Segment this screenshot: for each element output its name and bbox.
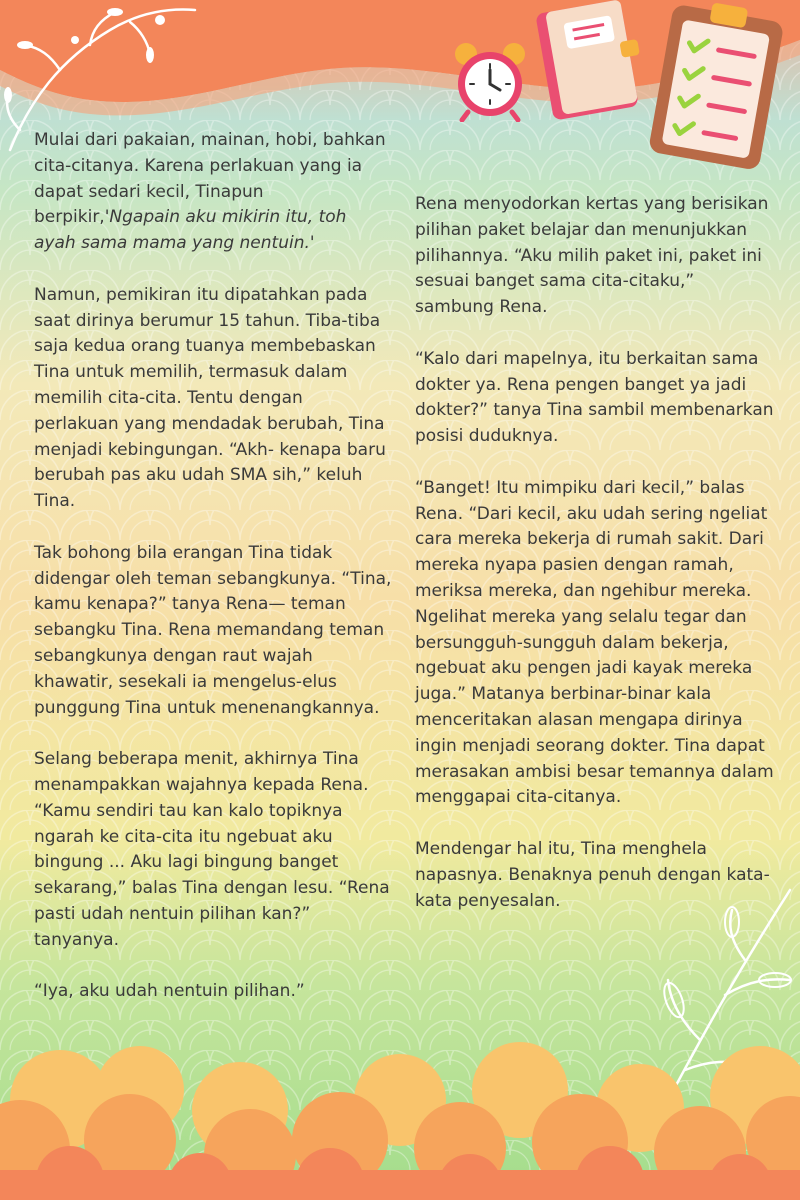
- checklist-icon: [640, 0, 790, 175]
- alarm-clock-icon: [448, 38, 532, 122]
- paragraph-4: Selang beberapa menit, akhirnya Tina menampakkan wajahnya kepada Rena. “Kamu sendiri tau kan kalo topiknya ngarah ke cita-cita itu ngebuat aku bingung ... Aku lagi bingung banget sekarang,” balas Tina dengan lesu. “Rena pasti udah nentuin pilihan kan?” tanyanya.: [34, 749, 390, 950]
- paragraph-8: “Banget! Itu mimpiku dari kecil,” balas Rena. “Dari kecil, aku udah sering ngeliat cara mereka bekerja di rumah sakit. Dari mereka nyapa pasien dengan ramah, meriksa mereka, dan ngehibur mereka. Ngelihat mereka yang selalu tegar dan bersungguh-sungguh dalam bekerja, ngebuat aku pengen jadi kayak mereka juga.” Matanya berbinar-binar kala menceritakan alasan mengapa dirinya ingin menjadi seorang dokter. Tina dapat merasakan ambisi besar temannya dalam menggapai cita-citanya.: [415, 477, 774, 808]
- paragraph-6: Rena menyodorkan kertas yang berisikan pilihan paket belajar dan menunjukkan pilihannya. “Aku milih paket ini, paket ini sesuai banget sama cita-citaku,” sambung Rena.: [415, 194, 769, 318]
- paragraph-5: “Iya, aku udah nentuin pilihan.”: [34, 981, 305, 1002]
- left-text-column: [34, 128, 392, 1031]
- paragraph-7: “Kalo dari mapelnya, itu berkaitan sama dokter ya. Rena pengen banget ya jadi dokter?” tanya Tina sambil membenarkan posisi duduknya.: [415, 348, 774, 447]
- paragraph-1: [34, 128, 392, 257]
- paragraph-9: Mendengar hal itu, Tina menghela napasnya. Benaknya penuh dengan kata-kata penyesalan.: [415, 838, 770, 911]
- footer-clouds: [0, 1030, 800, 1200]
- paragraph-2: Namun, pemikiran itu dipatahkan pada saat dirinya berumur 15 tahun. Tiba-tiba saja kedua orang tuanya membebaskan Tina untuk memilih, termasuk dalam memilih cita-cita. Tentu dengan perlakuan yang mendadak berubah, Tina menjadi kebingungan. “Akh- kenapa baru berubah pas aku udah SMA sih,” keluh Tina.: [34, 284, 386, 512]
- paragraph-3: Tak bohong bila erangan Tina tidak didengar oleh teman sebangkunya. “Tina, kamu kenapa?” tanya Rena— teman sebangku Tina. Rena memandang teman sebangkunya dengan raut wajah khawatir, sesekali ia mengelus-elus punggung Tina untuk menenangkannya.: [34, 542, 392, 718]
- right-text-column: [415, 192, 777, 940]
- paragraph-1-text: Mulai dari pakaian, mainan, hobi, bahkan cita-citanya. Karena perlakuan yang ia dapat sedari kecil, Tinapun berpikir,: [34, 130, 386, 228]
- paragraph-1-italic-quote: 'Ngapain aku mikirin itu, toh ayah sama mama yang nentuin.': [34, 207, 347, 254]
- notebook-icon: [530, 0, 645, 120]
